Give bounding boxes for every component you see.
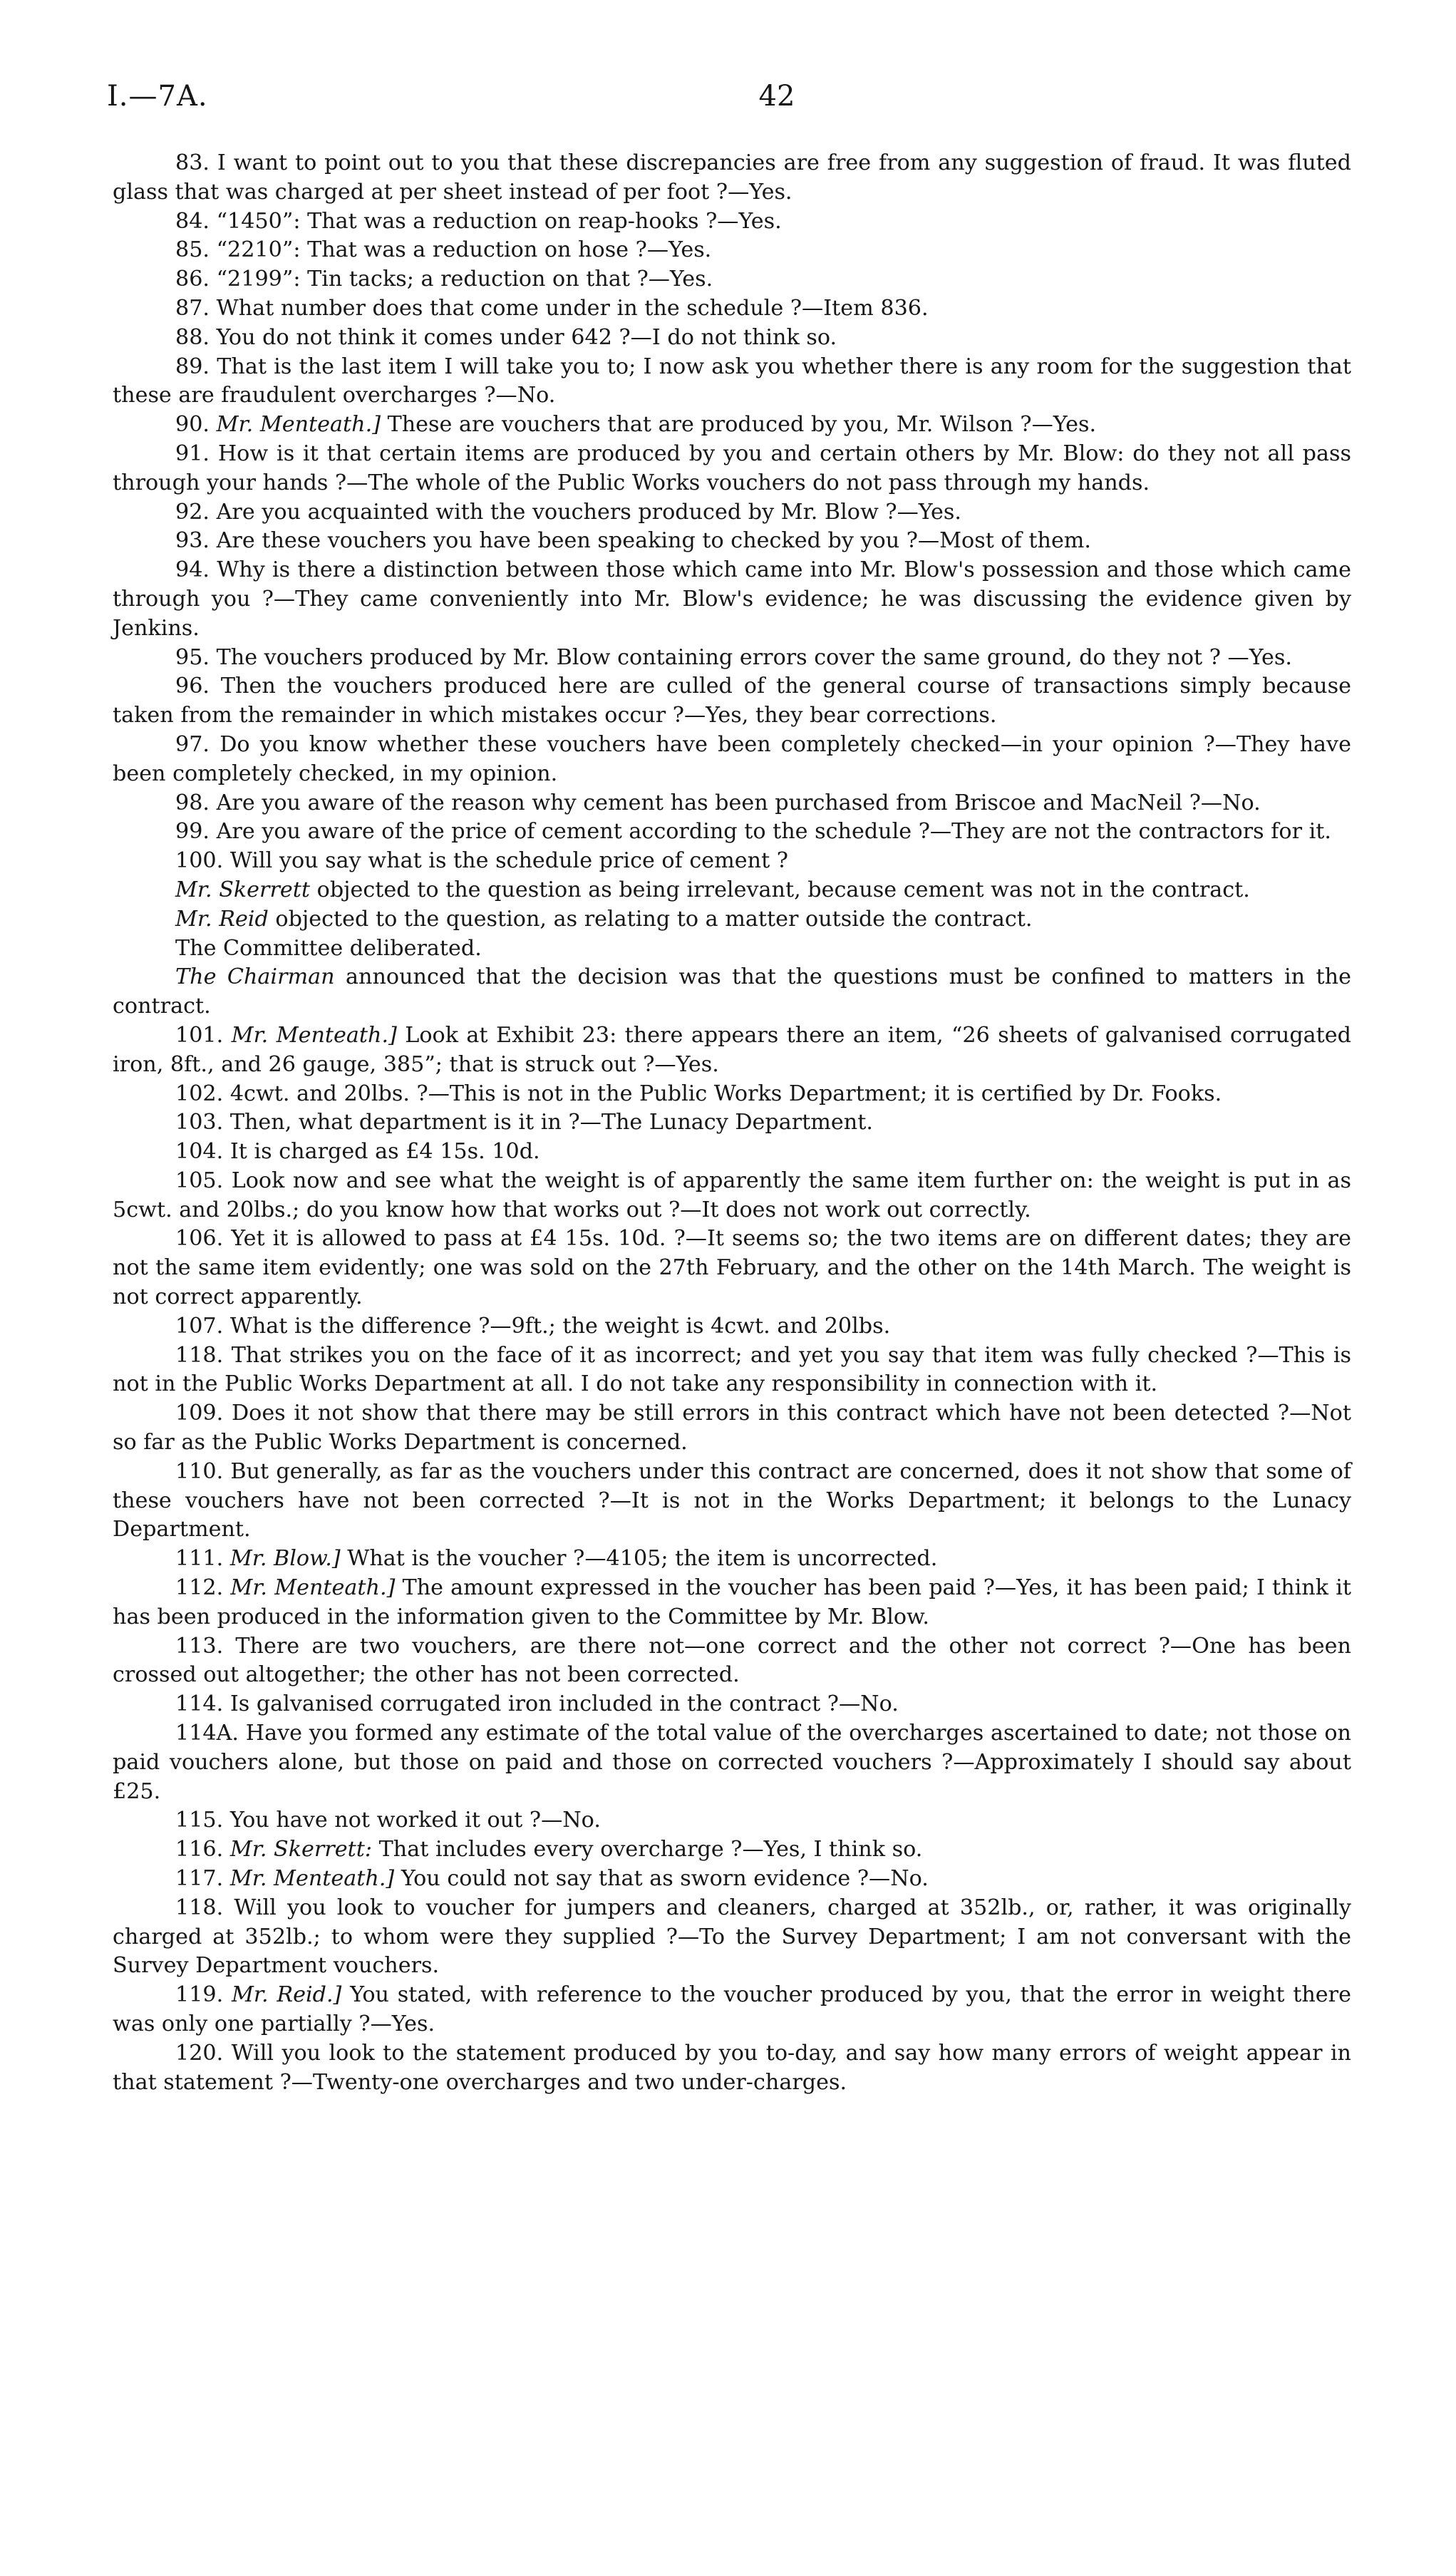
question-paragraph (113, 1312, 1351, 1341)
question-paragraph (113, 1021, 1351, 1080)
question-number: 92. (175, 499, 210, 525)
question-number: 110. (175, 1458, 224, 1484)
paragraph-text: These are vouchers that are produced by you, Mr. Wilson ?—Yes. (387, 412, 1097, 438)
question-paragraph (113, 1981, 1351, 2039)
paragraph-text: 4cwt. and 20lbs. ?—This is not in the Public Works Department; it is certified by Dr. Fooks. (229, 1081, 1222, 1106)
speaker-name: Mr. Reid.] (231, 1982, 342, 2008)
question-number: 86. (175, 267, 210, 292)
question-number: 104. (175, 1139, 224, 1165)
question-number: 99. (175, 819, 210, 845)
parliamentary-paper-reference: I.—7A. (107, 80, 208, 113)
question-number: 105. (175, 1168, 224, 1193)
question-paragraph (113, 149, 1351, 207)
question-number: 97. (175, 731, 210, 757)
question-number: 116. (175, 1837, 224, 1863)
question-paragraph (113, 1835, 1351, 1865)
paragraph-text: objected to the question as being irrelevant, because cement was not in the contract. (316, 877, 1250, 902)
question-number: 83. (175, 150, 210, 175)
paragraph-text: announced that the decision was that the questions must be confined to matters in the contract. (113, 964, 1351, 1019)
paragraph-text: You stated, with reference to the voucher produced by you, that the error in weight there was only one partially ?—Yes. (113, 1982, 1351, 2036)
question-paragraph (113, 2039, 1351, 2098)
paragraph-text: That is the last item I will take you to; I now ask you whether there is any room for the suggestion that these are fraudulent overcharges ?—No. (113, 354, 1351, 408)
question-paragraph (113, 847, 1351, 876)
paragraph-text: Are these vouchers you have been speaking to checked by you ?—Most of them. (216, 528, 1092, 554)
question-number: 88. (175, 324, 210, 350)
question-number: 117. (175, 1866, 224, 1892)
question-number: 118. (175, 1895, 224, 1920)
question-paragraph (113, 324, 1351, 353)
paragraph-text: Do you know whether these vouchers have been completely checked—in your opinion ?—They have been completely checked, in my opinion. (113, 731, 1351, 786)
question-number: 85. (175, 237, 210, 263)
question-paragraph (113, 934, 1351, 964)
paragraph-text: You could not say that as sworn evidence ?—No. (401, 1866, 929, 1892)
question-paragraph (113, 1719, 1351, 1806)
paragraph-text: How is it that certain items are produced by you and certain others by Mr. Blow: do they not all pass through your hands ?—The whole of the Public Works vouchers do not pass through my hands. (113, 441, 1351, 495)
paragraph-text: Are you aware of the reason why cement has been purchased from Briscoe and MacNeil ?—No. (216, 790, 1261, 815)
question-paragraph (113, 440, 1351, 498)
question-paragraph (113, 1458, 1351, 1545)
paragraph-text: But generally, as far as the vouchers under this contract are concerned, does it not show that some of these vouchers have not been corrected ?—It is not in the Works Department; it belongs to the Lunacy Department. (113, 1458, 1351, 1542)
paragraph-text: Will you say what is the schedule price of cement ? (229, 848, 788, 874)
question-paragraph (113, 353, 1351, 411)
paragraph-text: What number does that come under in the schedule ?—Item 836. (216, 295, 929, 321)
question-paragraph (113, 1632, 1351, 1691)
question-paragraph (113, 556, 1351, 643)
paragraph-text: objected to the question, as relating to a matter outside the contract. (275, 906, 1033, 932)
question-paragraph (113, 1225, 1351, 1312)
question-paragraph (113, 876, 1351, 905)
paragraph-text: Have you formed any estimate of the total value of the overcharges ascertained to date; not those on paid vouchers alone, but those on paid and those on corrected vouchers ?—Approximately I should say about £25. (113, 1721, 1351, 1804)
question-paragraph (113, 905, 1351, 934)
paragraph-text: “2199”: Tin tacks; a reduction on that ?—Yes. (216, 267, 713, 292)
question-number: 87. (175, 295, 210, 321)
question-number: 109. (175, 1401, 224, 1426)
paragraph-text: Are you acquainted with the vouchers produced by Mr. Blow ?—Yes. (216, 499, 962, 525)
question-number: 103. (175, 1110, 224, 1135)
paragraph-text: Then the vouchers produced here are culled of the general course of transactions simply because taken from the remainder in which mistakes occur ?—Yes, they bear corrections. (113, 674, 1351, 728)
paragraph-text: It is charged as £4 15s. 10d. (229, 1139, 540, 1165)
question-paragraph (113, 1574, 1351, 1632)
paragraph-text: Are you aware of the price of cement according to the schedule ?—They are not the contractors for it. (216, 819, 1332, 845)
question-paragraph (113, 1865, 1351, 1894)
paragraph-text: Does it not show that there may be still errors in this contract which have not been detected ?—Not so far as the Public Works Department is concerned. (113, 1401, 1351, 1456)
question-paragraph (113, 1080, 1351, 1109)
question-number: 89. (175, 354, 210, 379)
question-paragraph (113, 1108, 1351, 1138)
question-paragraph (113, 1690, 1351, 1719)
paragraph-text: Yet it is allowed to pass at £4 15s. 10d. ?—It seems so; the two items are on different dates; they are not the same item evidently; one was sold on the 27th February, and the other on the 14th March. The weight is not correct apparently. (113, 1226, 1351, 1310)
evidence-text (113, 149, 1351, 2097)
question-number: 102. (175, 1081, 224, 1106)
question-number: 106. (175, 1226, 224, 1252)
speaker-name: Mr. Menteath.] (216, 412, 381, 438)
question-paragraph (113, 818, 1351, 847)
paragraph-text: What is the difference ?—9ft.; the weight is 4cwt. and 20lbs. (229, 1313, 891, 1339)
question-number: 120. (175, 2040, 224, 2066)
question-number: 107. (175, 1313, 224, 1339)
paragraph-text: The vouchers produced by Mr. Blow containing errors cover the same ground, do they not ? —Yes. (216, 644, 1292, 670)
speaker-name: Mr. Skerrett (175, 877, 311, 902)
question-number: 112. (175, 1575, 224, 1601)
page-header (107, 80, 1368, 123)
paragraph-text: “2210”: That was a reduction on hose ?—Yes. (216, 237, 712, 263)
question-paragraph (113, 207, 1351, 237)
question-paragraph (113, 644, 1351, 673)
speaker-name: Mr. Reid (175, 906, 269, 932)
question-number: 96. (175, 674, 210, 699)
paragraph-text: The Committee deliberated. (175, 935, 482, 961)
question-number: 101. (175, 1022, 224, 1048)
question-paragraph (113, 527, 1351, 556)
speaker-name: Mr. Menteath.] (229, 1866, 395, 1892)
question-paragraph (113, 265, 1351, 294)
speaker-name: Mr. Blow.] (229, 1546, 341, 1572)
paragraph-text: You have not worked it out ?—No. (229, 1808, 601, 1833)
question-number: 98. (175, 790, 210, 815)
paragraph-text: Why is there a distinction between those which came into Mr. Blow's possession and those which came through you ?—They came conveniently into Mr. Blow's evidence; he was discussing the evidence given by Jenkins. (113, 557, 1351, 641)
question-number: 91. (175, 441, 210, 466)
question-paragraph (113, 731, 1351, 789)
question-number: 114. (175, 1691, 224, 1717)
speaker-name: Mr. Menteath.] (231, 1022, 397, 1048)
question-number: 93. (175, 528, 210, 554)
question-number: 94. (175, 557, 210, 583)
paragraph-text: Will you look to voucher for jumpers and cleaners, charged at 352lb., or, rather, it was originally charged at 352lb.; to whom were they supplied ?—To the Survey Department; I am not conversant with the Survey Department vouchers. (113, 1895, 1351, 1979)
paragraph-text: You do not think it comes under 642 ?—I do not think so. (216, 324, 837, 350)
question-paragraph (113, 236, 1351, 265)
question-paragraph (113, 1167, 1351, 1225)
speaker-name: The Chairman (175, 964, 335, 990)
paragraph-text: There are two vouchers, are there not—one correct and the other not correct ?—One has been crossed out altogether; the other has not been corrected. (113, 1633, 1351, 1688)
question-paragraph (113, 1894, 1351, 1981)
question-paragraph (113, 411, 1351, 440)
question-number: 114A. (175, 1721, 239, 1746)
question-paragraph (113, 1806, 1351, 1835)
speaker-name: Mr. Menteath.] (230, 1575, 396, 1601)
question-paragraph (113, 1138, 1351, 1167)
question-paragraph (113, 498, 1351, 527)
question-paragraph (113, 1399, 1351, 1458)
paragraph-text: “1450”: That was a reduction on reap-hooks ?—Yes. (216, 208, 782, 234)
question-paragraph (113, 1545, 1351, 1574)
question-number: 118. (175, 1342, 224, 1368)
question-number: 95. (175, 644, 210, 670)
paragraph-text: Look now and see what the weight is of apparently the same item further on: the weight is put in as 5cwt. and 20lbs.; do you know how that works out ?—It does not work out correctly. (113, 1168, 1351, 1222)
question-number: 100. (175, 848, 224, 874)
paragraph-text: The amount expressed in the voucher has been paid ?—Yes, it has been paid; I think it has been produced in the information given to the Committee by Mr. Blow. (113, 1575, 1351, 1629)
question-paragraph (113, 294, 1351, 324)
paragraph-text: Is galvanised corrugated iron included in the contract ?—No. (229, 1691, 899, 1717)
paragraph-text: Look at Exhibit 23: there appears there an item, “26 sheets of galvanised corrugated iron, 8ft., and 26 gauge, 385”; that is struck out ?—Yes. (113, 1022, 1351, 1077)
question-number: 90. (175, 412, 210, 438)
question-number: 119. (175, 1982, 224, 2008)
paragraph-text: What is the voucher ?—4105; the item is uncorrected. (347, 1546, 938, 1572)
question-paragraph (113, 963, 1351, 1021)
question-number: 84. (175, 208, 210, 234)
question-paragraph (113, 672, 1351, 731)
page-number: 42 (758, 80, 795, 113)
question-paragraph (113, 1341, 1351, 1400)
paragraph-text: Will you look to the statement produced by you to-day, and say how many errors of weight appear in that statement ?—Twenty-one overcharges and two under-charges. (113, 2040, 1351, 2095)
question-number: 115. (175, 1808, 224, 1833)
question-number: 113. (175, 1633, 224, 1659)
paragraph-text: Then, what department is it in ?—The Lunacy Department. (229, 1110, 873, 1135)
question-paragraph (113, 789, 1351, 818)
paragraph-text: That strikes you on the face of it as incorrect; and yet you say that item was fully checked ?—This is not in the Public Works Department at all. I do not take any responsibility in connection with it. (113, 1342, 1351, 1397)
paragraph-text: I want to point out to you that these discrepancies are free from any suggestion of fraud. It was fluted glass that was charged at per sheet instead of per foot ?—Yes. (113, 150, 1351, 205)
question-number: 111. (175, 1546, 224, 1572)
paragraph-text: That includes every overcharge ?—Yes, I think so. (378, 1837, 923, 1863)
speaker-name: Mr. Skerrett: (229, 1837, 373, 1863)
